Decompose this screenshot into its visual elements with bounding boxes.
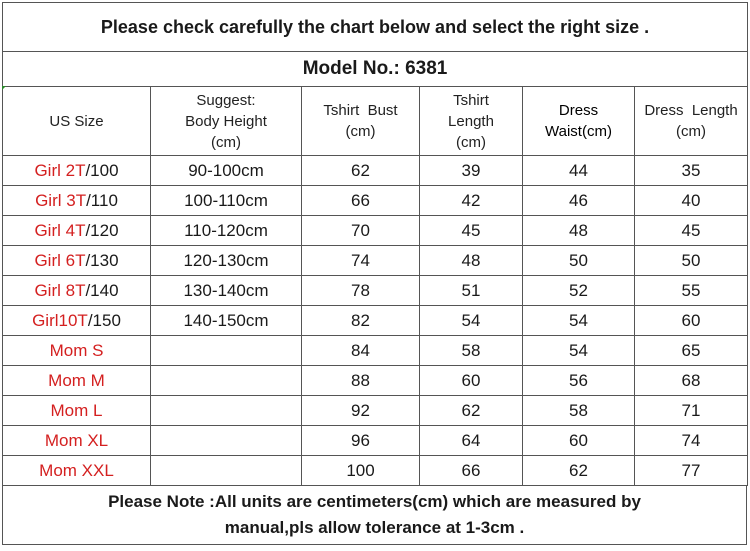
size-label: Girl 4T <box>34 220 86 240</box>
size-number: /130 <box>85 250 119 270</box>
body-height-cell <box>151 456 302 486</box>
dress-waist-cell: 54 <box>523 336 635 366</box>
tshirt-length-cell: 48 <box>420 246 523 276</box>
note-table <box>2 485 747 545</box>
table-row <box>3 216 748 246</box>
body-height-cell <box>151 396 302 426</box>
size-cell <box>3 306 151 336</box>
note-cell <box>3 486 747 545</box>
dress-waist-cell: 52 <box>523 276 635 306</box>
header-dress-length-line: (cm) <box>676 123 707 140</box>
table-row <box>3 306 748 336</box>
tshirt-bust-cell: 78 <box>302 276 420 306</box>
dress-waist-cell: 56 <box>523 366 635 396</box>
size-table <box>2 2 748 486</box>
size-chart <box>2 2 747 548</box>
model-number: Model No.: 6381 <box>3 52 748 87</box>
tshirt-bust-cell: 66 <box>302 186 420 216</box>
tshirt-length-cell: 60 <box>420 366 523 396</box>
tshirt-length-cell: 39 <box>420 156 523 186</box>
dress-waist-cell: 60 <box>523 426 635 456</box>
tshirt-length-cell: 58 <box>420 336 523 366</box>
model-row <box>3 52 748 87</box>
body-height-cell: 120-130cm <box>151 246 302 276</box>
header-body-height <box>151 87 302 156</box>
tshirt-bust-cell: 88 <box>302 366 420 396</box>
dress-waist-cell: 44 <box>523 156 635 186</box>
dress-length-cell: 35 <box>635 156 748 186</box>
size-cell <box>3 366 151 396</box>
size-cell <box>3 456 151 486</box>
note-line-1: Please Note :All units are centimeters(cm) which are measured by <box>108 492 641 511</box>
body-height-cell <box>151 426 302 456</box>
dress-length-cell: 77 <box>635 456 748 486</box>
tshirt-bust-cell: 62 <box>302 156 420 186</box>
dress-waist-cell: 48 <box>523 216 635 246</box>
body-height-cell <box>151 336 302 366</box>
table-row <box>3 186 748 216</box>
tshirt-bust-cell: 82 <box>302 306 420 336</box>
tshirt-bust-cell: 70 <box>302 216 420 246</box>
size-label: Girl 6T <box>34 250 86 270</box>
tshirt-bust-cell: 92 <box>302 396 420 426</box>
size-number: /140 <box>85 280 119 300</box>
tshirt-length-cell: 64 <box>420 426 523 456</box>
table-row <box>3 366 748 396</box>
chart-title: Please check carefully the chart below and select the right size . <box>3 3 748 52</box>
tshirt-length-cell: 54 <box>420 306 523 336</box>
dress-waist-cell: 54 <box>523 306 635 336</box>
table-row <box>3 426 748 456</box>
size-cell <box>3 276 151 306</box>
header-body-height-line: (cm) <box>211 133 241 151</box>
header-dress-waist <box>523 87 635 156</box>
size-cell <box>3 426 151 456</box>
header-tshirt-bust <box>302 87 420 156</box>
size-label: Mom M <box>48 370 105 390</box>
table-row <box>3 246 748 276</box>
size-number: /110 <box>86 190 118 210</box>
size-cell <box>3 246 151 276</box>
size-cell <box>3 186 151 216</box>
table-row <box>3 456 748 486</box>
table-row <box>3 276 748 306</box>
title-row <box>3 3 748 52</box>
tshirt-length-cell: 51 <box>420 276 523 306</box>
header-tshirt-bust-line: (cm) <box>345 123 376 140</box>
header-tshirt-length <box>420 87 523 156</box>
dress-length-cell: 55 <box>635 276 748 306</box>
dress-waist-cell: 62 <box>523 456 635 486</box>
tshirt-length-cell: 42 <box>420 186 523 216</box>
header-us-size-line: US Size <box>49 112 104 130</box>
dress-length-cell: 65 <box>635 336 748 366</box>
size-cell <box>3 336 151 366</box>
header-dress-waist-line: Dress <box>558 102 599 119</box>
body-height-cell: 90-100cm <box>151 156 302 186</box>
header-row <box>3 87 748 156</box>
body-height-cell: 110-120cm <box>151 216 302 246</box>
table-row <box>3 396 748 426</box>
header-body-height-line: Suggest: <box>196 91 256 109</box>
tshirt-length-cell: 45 <box>420 216 523 246</box>
header-dress-length-line: Dress Length <box>644 102 738 119</box>
size-label: Girl10T <box>32 310 88 330</box>
header-tshirt-length-line: Length <box>448 112 494 130</box>
tshirt-bust-cell: 84 <box>302 336 420 366</box>
tshirt-bust-cell: 96 <box>302 426 420 456</box>
dress-length-cell: 50 <box>635 246 748 276</box>
dress-length-cell: 60 <box>635 306 748 336</box>
header-us-size <box>3 87 151 156</box>
dress-length-cell: 45 <box>635 216 748 246</box>
size-label: Girl 2T <box>34 160 86 180</box>
header-tshirt-length-line: Tshirt <box>453 91 489 109</box>
size-label: Mom XL <box>44 430 109 450</box>
dress-length-cell: 71 <box>635 396 748 426</box>
dress-length-cell: 40 <box>635 186 748 216</box>
tshirt-bust-cell: 74 <box>302 246 420 276</box>
size-label: Mom XXL <box>39 460 114 480</box>
header-dress-waist-line: Waist(cm) <box>545 123 612 140</box>
body-height-cell: 140-150cm <box>151 306 302 336</box>
dress-length-cell: 68 <box>635 366 748 396</box>
size-label: Girl 8T <box>34 280 86 300</box>
size-label: Girl 3T <box>35 190 87 210</box>
note-line-2: manual,pls allow tolerance at 1-3cm . <box>224 518 525 537</box>
size-label: Mom L <box>50 400 103 420</box>
tshirt-bust-cell: 100 <box>302 456 420 486</box>
size-label: Mom S <box>49 340 104 360</box>
table-row <box>3 336 748 366</box>
dress-length-cell: 74 <box>635 426 748 456</box>
size-number: /150 <box>87 310 121 330</box>
size-number: /120 <box>85 220 119 240</box>
body-height-cell: 130-140cm <box>151 276 302 306</box>
dress-waist-cell: 58 <box>523 396 635 426</box>
size-cell <box>3 396 151 426</box>
dress-waist-cell: 50 <box>523 246 635 276</box>
body-height-cell <box>151 366 302 396</box>
header-tshirt-length-line: (cm) <box>456 133 486 151</box>
corner-mark <box>2 86 6 90</box>
header-dress-length <box>635 87 748 156</box>
header-tshirt-bust-line: Tshirt Bust <box>323 102 398 119</box>
body-height-cell: 100-110cm <box>151 186 302 216</box>
tshirt-length-cell: 66 <box>420 456 523 486</box>
table-row <box>3 156 748 186</box>
size-cell <box>3 216 151 246</box>
size-cell <box>3 156 151 186</box>
dress-waist-cell: 46 <box>523 186 635 216</box>
tshirt-length-cell: 62 <box>420 396 523 426</box>
header-body-height-line: Body Height <box>185 112 267 130</box>
size-number: /100 <box>85 160 119 180</box>
